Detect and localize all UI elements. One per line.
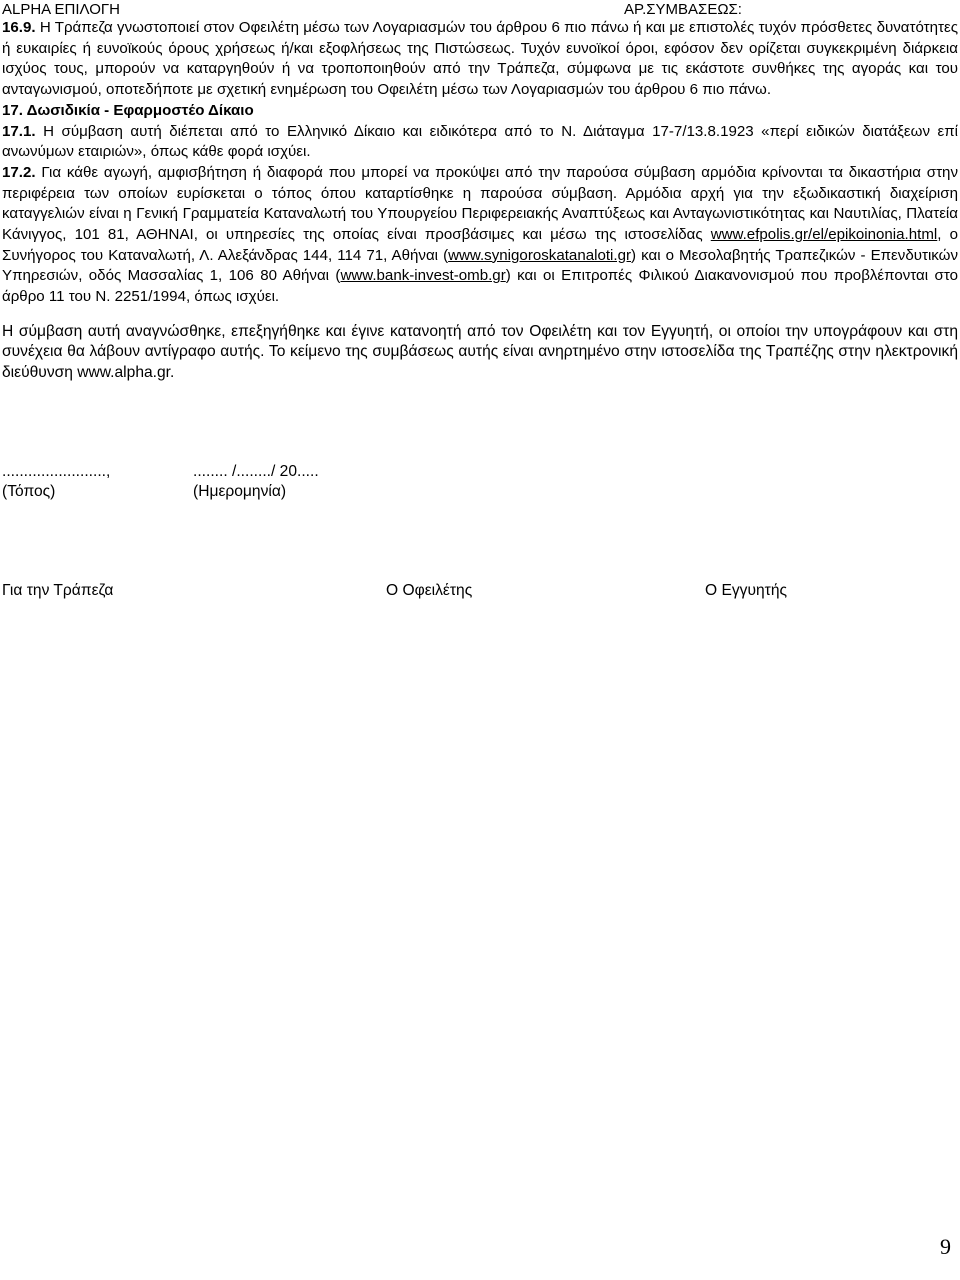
- clause-number: 17.1.: [2, 122, 36, 140]
- clause-text: ) και ο Μεσολαβητής Τραπεζικών - Επενδυτικών Υπηρεσιών, οδός Μασσαλίας 1, 106 80 Αθήναι (: [2, 246, 958, 285]
- place-blank: ........................,: [2, 463, 111, 480]
- page-number: 9: [940, 1234, 951, 1259]
- bank-invest-omb-link[interactable]: www.bank-invest-omb.gr: [340, 267, 506, 285]
- closing-paragraph: Η σύμβαση αυτή αναγνώσθηκε, επεξηγήθηκε και έγινε κατανοητή από τον Οφειλέτη και τον Εγγυητή, οι οποίοι την υπογράφουν και στη συνέχεια θα λάβουν αντίγραφο αυτής. Το κείμενο της συμβάσεως αυτής είναι ανηρτημένο στην ιστοσελίδα της Τραπέζης στην ηλεκτρονική διεύθυνση www.alpha.gr.: [2, 322, 958, 381]
- header-contract-number: ΑΡ.ΣΥΜΒΑΣΕΩΣ:: [624, 1, 742, 18]
- bank-signature-label: Για την Τράπεζα: [2, 582, 114, 599]
- synigoros-link[interactable]: www.synigoroskatanaloti.gr: [448, 246, 632, 264]
- place-label: (Τόπος): [2, 483, 56, 500]
- section-heading-17: [2, 101, 958, 122]
- clause-text: Η σύμβαση αυτή διέπεται από το Ελληνικό Δίκαιο και ειδικότερα από το Ν. Διάταγμα 17-7/13.8.1923 «περί ειδικών διατάξεων επί ανωνύμων εταιριών», όπως κάθε φορά ισχύει.: [2, 122, 958, 161]
- clause-number: 16.9.: [2, 19, 36, 36]
- efpolis-link[interactable]: www.efpolis.gr/el/epikoinonia.html: [710, 226, 938, 244]
- page-header: [2, 2, 958, 18]
- section-heading-text: 17. Δωσιδικία - Εφαρμοστέο Δίκαιο: [2, 101, 254, 119]
- guarantor-signature-label: Ο Εγγυητής: [705, 582, 788, 599]
- date-label: (Ημερομηνία): [193, 483, 287, 500]
- paragraph-17-2: [2, 163, 958, 308]
- spacer: [2, 308, 958, 322]
- debtor-signature-label: Ο Οφειλέτης: [386, 582, 473, 599]
- document-body: [2, 18, 958, 383]
- date-blank: ........ /......../ 20.....: [193, 463, 319, 480]
- header-product-name: ALPHA ΕΠΙΛΟΓΗ: [2, 1, 121, 18]
- clause-text: Η Τράπεζα γνωστοποιεί στον Οφειλέτη μέσω των Λογαριασμών του άρθρου 6 πιο πάνω ή και με επιστολές τυχόν πρόσθετες δυνατότητες ή ευκαιρίες ή ευνοϊκούς όρους χρήσεως ή/και εξοφλήσεως της Πιστώσεως. Τυχόν ευνοϊκοί όροι, εφόσον δεν ορίζεται συγκεκριμένη διάρκεια ισχύος τους, μπορούν να καταργηθούν ή να τροποποιηθούν από την Τράπεζα, σύμφωνα με τις εκάστοτε συνθήκες της αγοράς και του ανταγωνισμού, οποτεδήποτε με σχετική ενημέρωση του Οφειλέτη μέσω των Λογαριασμών του άρθρου 6 πιο πάνω.: [2, 19, 958, 99]
- paragraph-17-1: [2, 122, 958, 163]
- paragraph-16-9: [2, 18, 958, 101]
- place-date-block: [2, 462, 502, 502]
- clause-text: Για κάθε αγωγή, αμφισβήτηση ή διαφορά που μπορεί να προκύψει από την παρούσα σύμβαση αρμόδια κρίνονται τα δικαστήρια στην περιφέρεια των οποίων ευρίσκεται ο τόπος όπου καταρτίσθηκε η παρούσα σύμβαση. Αρμόδια αρχή για την εξωδικαστική διαχείριση καταγγελιών είναι η Γενική Γραμματεία Καταναλωτή του Υπουργείου Περιφερειακής Αναπτύξεως και Ανταγωνιστικότητας και Ναυτιλίας, Πλατεία Κάνιγγος, 101 81, ΑΘΗΝΑΙ, οι υπηρεσίες της οποίας είναι προσβάσιμες και μέσω της ιστοσελίδας: [2, 163, 958, 244]
- clause-text: ) και οι Επιτροπές Φιλικού Διακανονισμού που προβλέπονται στο άρθρο 11 του Ν. 2251/1994, όπως ισχύει.: [2, 267, 958, 306]
- clause-number: 17.2.: [2, 163, 36, 181]
- clause-text: , ο Συνήγορος του Καταναλωτή, Λ. Αλεξάνδρας 144, 114 71, Αθήναι (: [2, 226, 958, 264]
